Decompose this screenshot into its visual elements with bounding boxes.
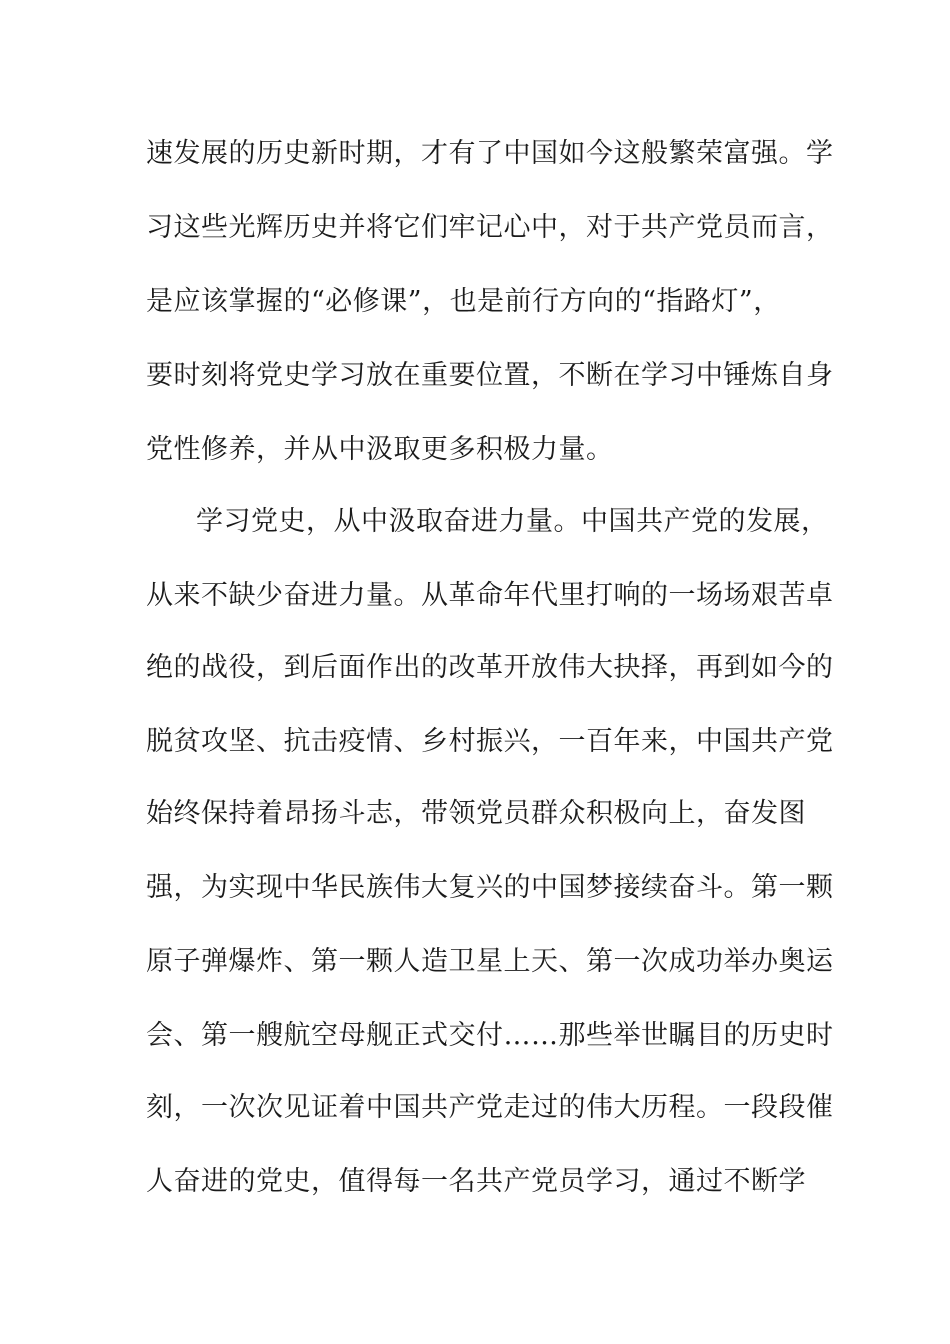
text-line: 刻，一次次见证着中国共产党走过的伟大历程。一段段催 — [146, 1092, 834, 1123]
text-line: 脱贫攻坚、抗击疫情、乡村振兴，一百年来，中国共产党 — [146, 726, 834, 757]
text-line: 速发展的历史新时期，才有了中国如今这般繁荣富强。学 — [146, 138, 834, 169]
paragraph-first-line: 学习党史，从中汲取奋进力量。中国共产党的发展， — [196, 506, 829, 537]
text-line: 习这些光辉历史并将它们牢记心中，对于共产党员而言， — [146, 212, 834, 243]
text-line: 人奋进的党史，值得每一名共产党员学习，通过不断学 — [146, 1166, 806, 1197]
text-line: 原子弹爆炸、第一颗人造卫星上天、第一次成功举办奥运 — [146, 946, 834, 977]
text-line: 要时刻将党史学习放在重要位置，不断在学习中锤炼自身 — [146, 360, 834, 391]
text-line: 党性修养，并从中汲取更多积极力量。 — [146, 434, 614, 465]
text-line: 绝的战役，到后面作出的改革开放伟大抉择，再到如今的 — [146, 652, 834, 683]
text-line: 是应该掌握的“必修课”，也是前行方向的“指路灯”， — [146, 286, 781, 317]
text-line: 强，为实现中华民族伟大复兴的中国梦接续奋斗。第一颗 — [146, 872, 834, 903]
text-line: 从来不缺少奋进力量。从革命年代里打响的一场场艰苦卓 — [146, 580, 834, 611]
text-line: 会、第一艘航空母舰正式交付……那些举世瞩目的历史时 — [146, 1020, 834, 1051]
text-line: 始终保持着昂扬斗志，带领党员群众积极向上，奋发图 — [146, 798, 806, 829]
